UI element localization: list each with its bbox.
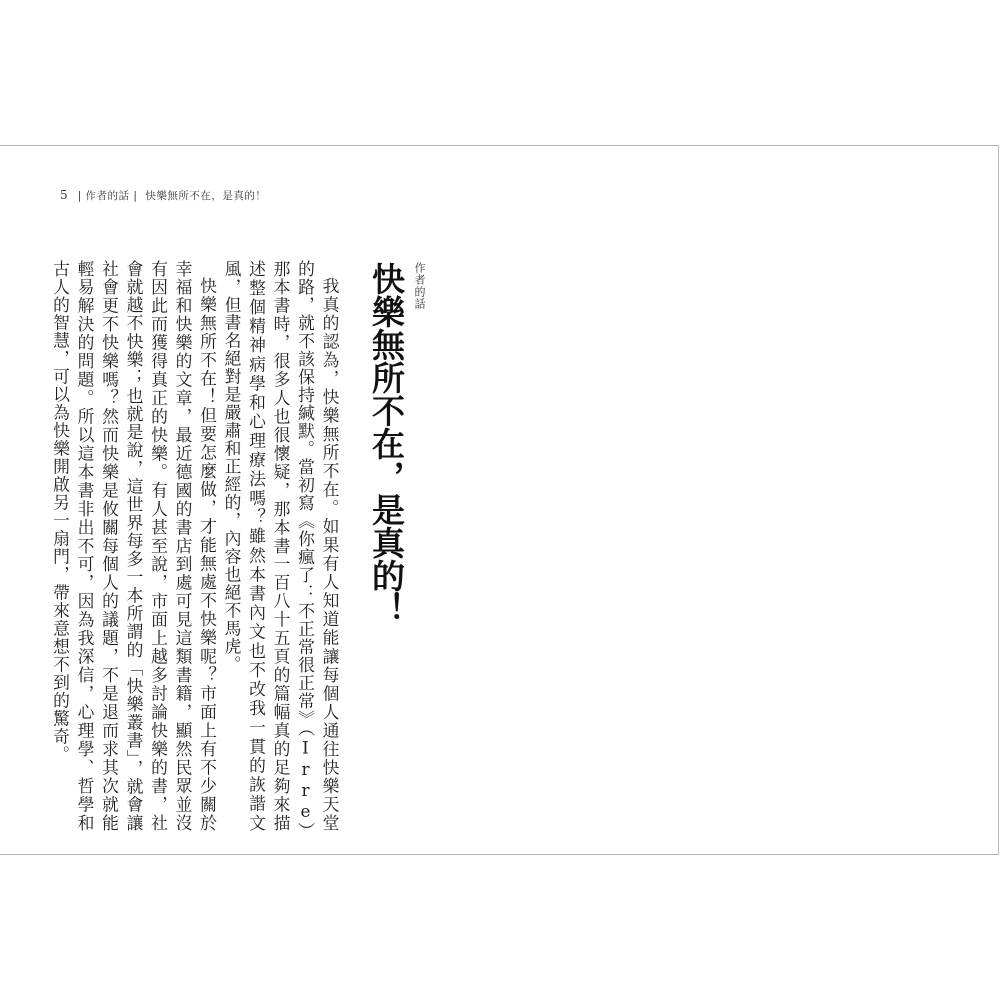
chapter-title: 快樂無所不在，是真的！ bbox=[367, 262, 406, 625]
body-text bbox=[50, 260, 342, 832]
running-head-section: | 作者的話 | bbox=[77, 189, 138, 202]
page-number: 5 bbox=[60, 188, 68, 202]
running-head-chapter-title: 快樂無所不在，是真的！ bbox=[145, 189, 267, 202]
body-paragraph: 快樂無所不在！但要怎麼做，才能無處不快樂呢？市面上有不少關於幸福和快樂的文章，最近德國的書店到處可見這類書籍，顯然民眾並沒有因此而獲得真正的快樂。有人甚至說，市面上越多討論快樂的書，社會就越不快樂；也就是說，這世界每多一本所謂的「快樂叢書」，就會讓社會更不快樂嗎？然而快樂是攸關每個人的議題，不是退而求其次就能輕易解決的問題。所以這本書非出不可，因為我深信，心理學、哲學和古人的智慧，可以為快樂開啟另一扇門，帶來意想不到的驚奇。 bbox=[50, 260, 218, 832]
section-tag: 作者的話 bbox=[413, 262, 426, 310]
body-paragraph: 我真的認為，快樂無所不在。如果有人知道能讓每個人通往快樂天堂的路，就不該保持緘默。當初寫《你瘋了：不正常很正常》（Irre）那本書時，很多人也很懷疑，那本書一百八十五頁的篇幅真的足夠來描述整個精神病學和心理療法嗎？雖然本書內文也不改我一貫的詼諧文風，但書名絕對是嚴肅和正經的，內容也絕不馬虎。 bbox=[222, 260, 340, 832]
running-head bbox=[60, 187, 266, 203]
